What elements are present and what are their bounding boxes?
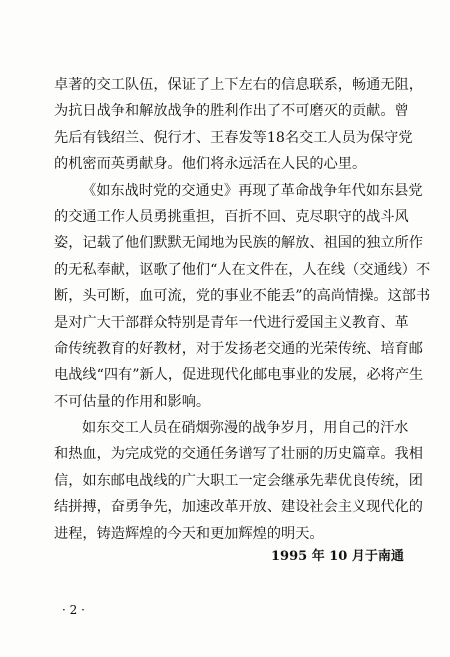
body-line: 不可估量的作用和影响。: [54, 393, 211, 410]
body-line: 信，如东邮电战线的广大职工一定会继承先辈优良传统，团: [54, 472, 423, 489]
body-line: 命传统教育的好教材，对于发扬老交通的光荣传统、培育邮: [54, 340, 423, 357]
body-line: 电战线“四有”新人，促进现代化邮电事业的发展，必将产生: [54, 367, 424, 384]
body-line: 《如东战时党的交通史》再现了革命战争年代如东县党: [82, 182, 423, 199]
body-line: 为抗日战争和解放战争的胜利作出了不可磨灭的贡献。曾: [54, 103, 409, 120]
body-line: 姿，记载了他们默默无闻地为民族的解放、祖国的独立所作: [54, 235, 423, 252]
body-text: [54, 72, 431, 547]
body-line: 先后有钱绍兰、倪行才、王春发等18名交工人员为保守党: [54, 129, 413, 146]
body-line: 的无私奉献，讴歌了他们“人在文件在，人在线（交通线）不: [54, 261, 431, 278]
body-line: 和热血，为完成党的交通任务谱写了壮丽的历史篇章。我相: [54, 446, 423, 463]
body-line: 进程，铸造辉煌的今天和更加辉煌的明天。: [54, 525, 324, 542]
body-line: 的机密而英勇献身。他们将永远活在人民的心里。: [54, 156, 367, 173]
body-line: 断，头可断，血可流，党的事业不能丢”的高尚情操。这部书: [54, 288, 431, 305]
body-line: 卓著的交工队伍，保证了上下左右的信息联系，畅通无阻，: [54, 77, 423, 93]
signoff-date: 1995 年 10 月于南通: [271, 549, 404, 564]
page-number: · 2 ·: [62, 603, 85, 617]
body-line: 是对广大干部群众特别是青年一代进行爱国主义教育、革: [54, 314, 409, 331]
body-line: 的交通工作人员勇挑重担，百折不回、克尽职守的战斗风: [54, 208, 409, 225]
body-line: 结拼搏，奋勇争先，加速改革开放、建设社会主义现代化的: [54, 499, 423, 516]
body-line: 如东交工人员在硝烟弥漫的战争岁月，用自己的汗水: [82, 420, 409, 437]
